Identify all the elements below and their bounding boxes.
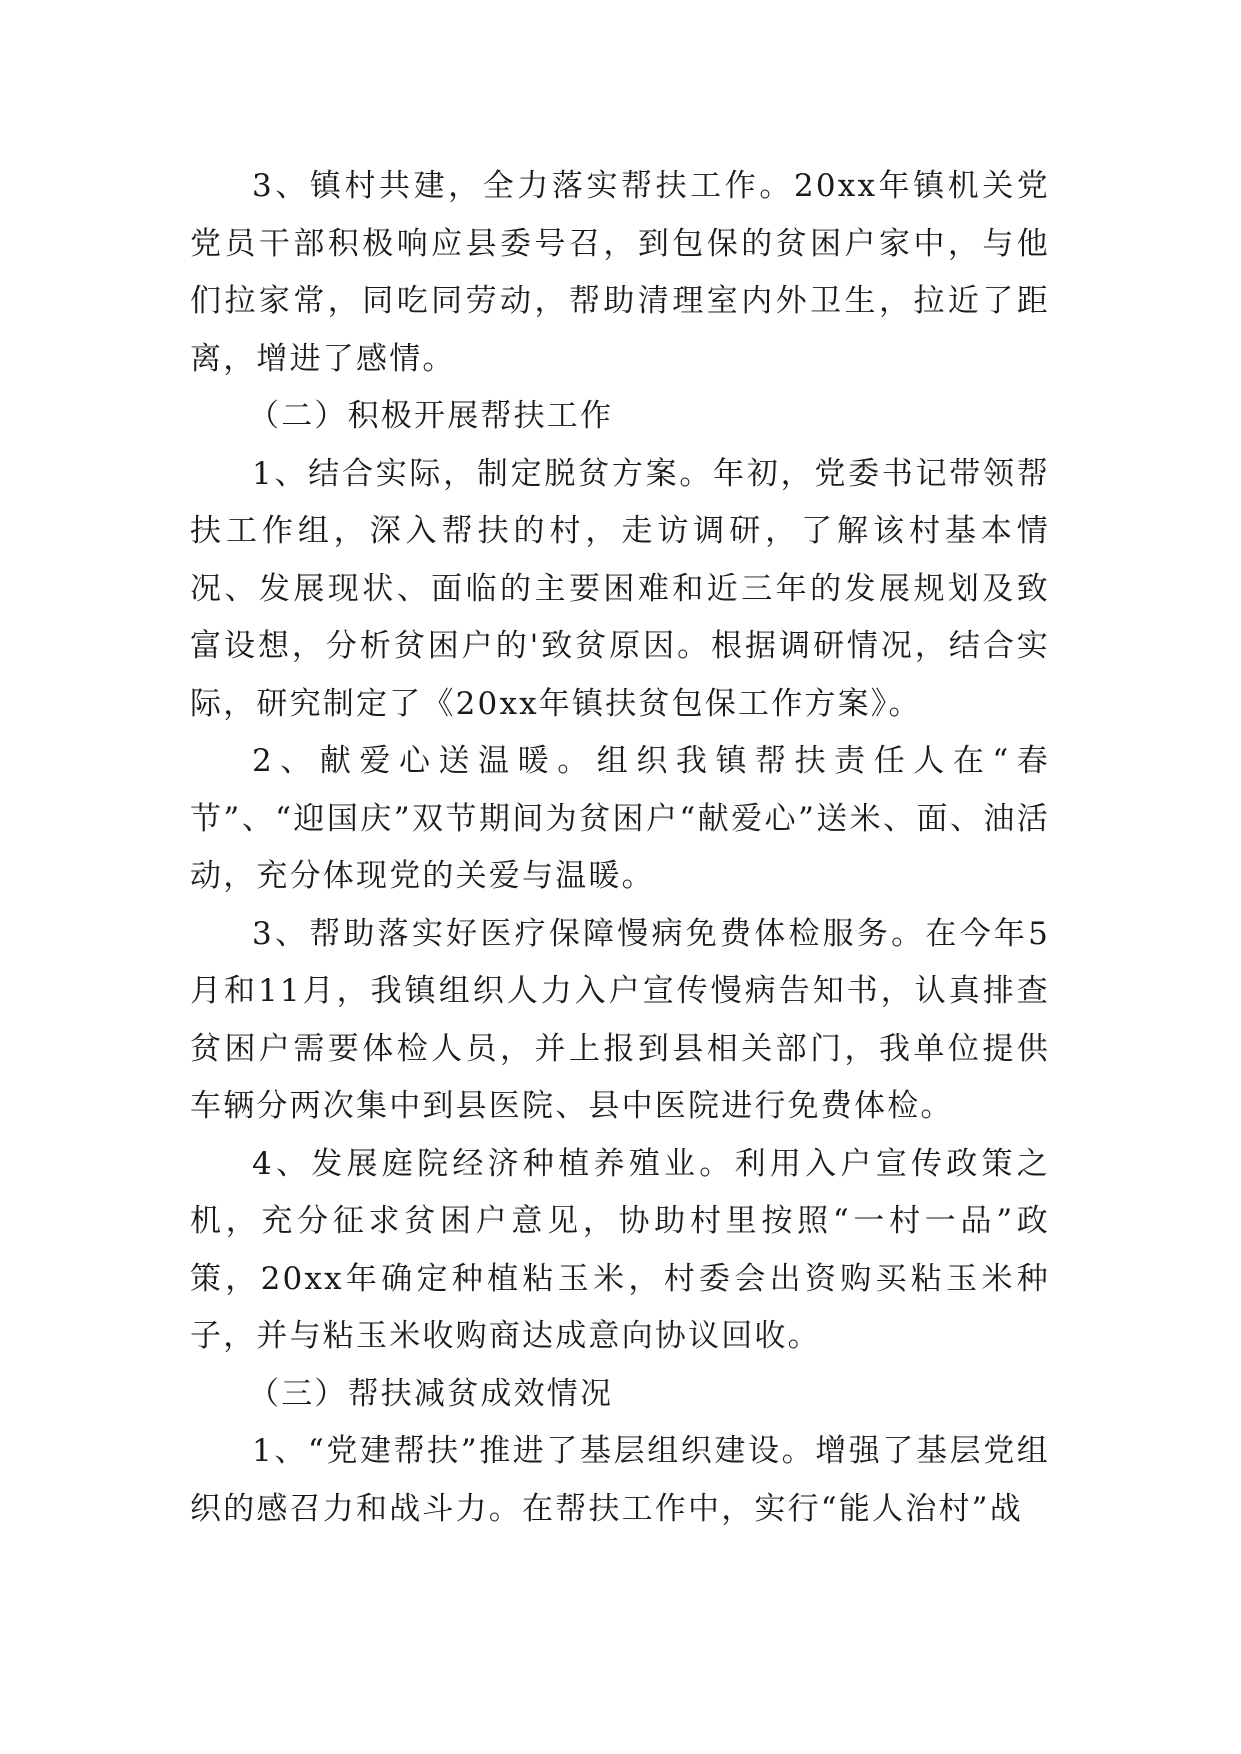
section-heading-3: （三）帮扶减贫成效情况 xyxy=(248,1375,614,1412)
paragraph-medical-checkup: 3、帮助落实好医疗保障慢病免费体检服务。在今年5月和11月，我镇组织人力入户宣传慢病告知书，认真排查贫困户需要体检人员，并上报到县相关部门，我单位提供车辆分两次集中到县医院、县中医院进行免费体检。 xyxy=(190,915,1050,1124)
paragraph-party-building: 1、“党建帮扶”推进了基层组织建设。增强了基层党组织的感召力和战斗力。在帮扶工作中，实行“能人治村”战 xyxy=(190,1433,1050,1527)
paragraph-courtyard-economy: 4、发展庭院经济种植养殖业。利用入户宣传政策之机，充分征求贫困户意见，协助村里按照“一村一品”政策，20xx年确定种植粘玉米，村委会出资购买粘玉米种子，并与粘玉米收购商达成意向协议回收。 xyxy=(190,1145,1050,1354)
paragraph-poverty-plan: 1、结合实际，制定脱贫方案。年初，党委书记带领帮扶工作组，深入帮扶的村，走访调研，了解该村基本情况、发展现状、面临的主要困难和近三年的发展规划及致富设想，分析贫困户的'致贫原因。根据调研情况，结合实际，研究制定了《20xx年镇扶贫包保工作方案》。 xyxy=(190,455,1050,722)
document-body xyxy=(190,158,1050,1538)
paragraph-love-warmth: 2、献爱心送温暖。组织我镇帮扶责任人在“春节”、“迎国庆”双节期间为贫困户“献爱心”送米、面、油活动，充分体现党的关爱与温暖。 xyxy=(190,743,1050,894)
section-heading-2: （二）积极开展帮扶工作 xyxy=(248,398,614,434)
paragraph-town-village-cobuild: 3、镇村共建，全力落实帮扶工作。20xx年镇机关党党员干部积极响应县委号召，到包保的贫困户家中，与他们拉家常，同吃同劳动，帮助清理室内外卫生，拉近了距离，增进了感情。 xyxy=(190,168,1050,377)
